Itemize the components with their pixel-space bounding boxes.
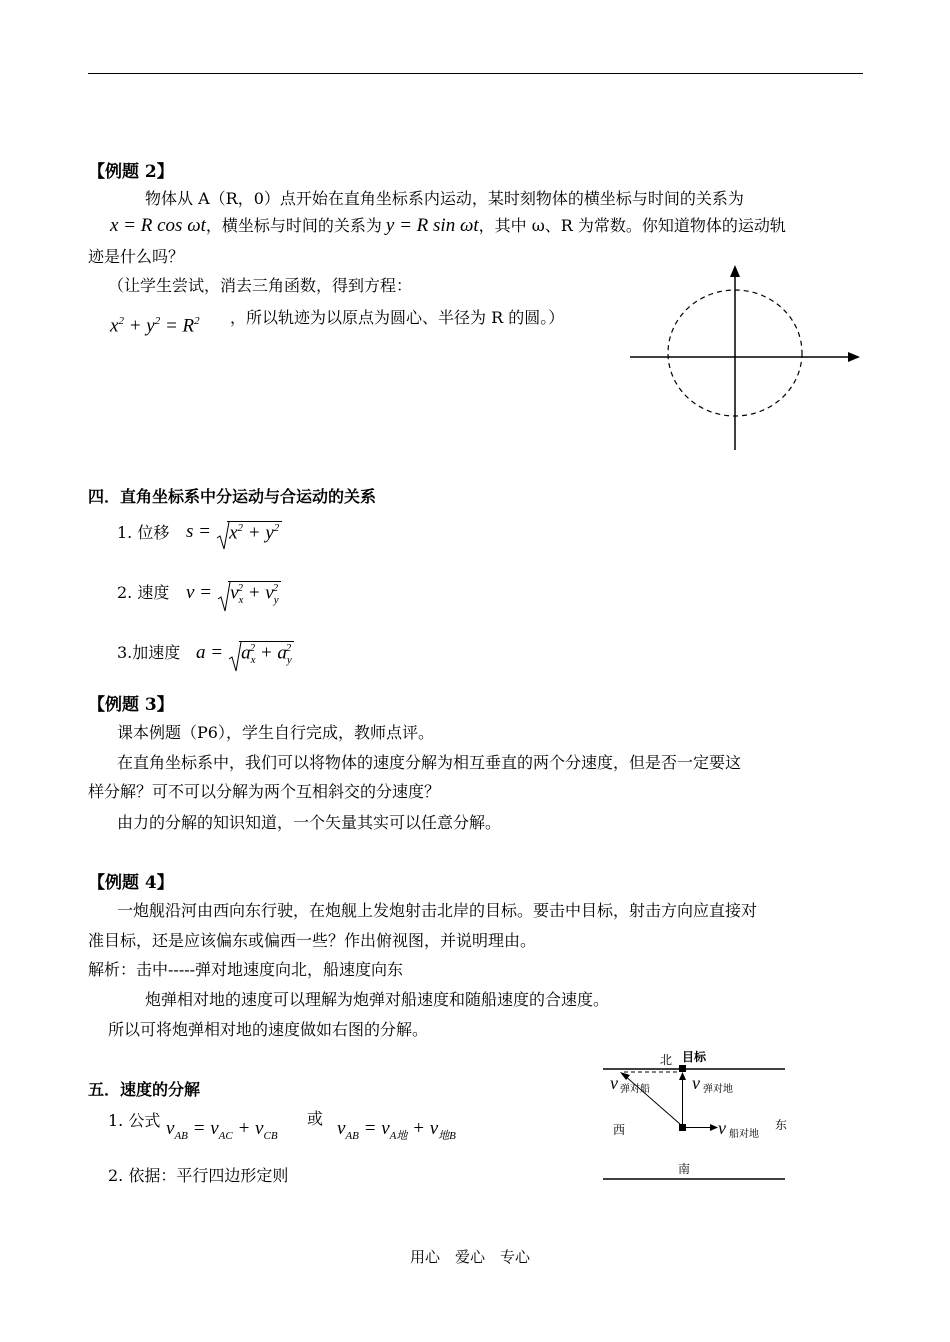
displacement-lhs: s = [186, 521, 211, 543]
radical-icon [216, 521, 230, 551]
example-2-title: 【例题 2】 [88, 162, 174, 182]
section-4-title: 四．直角坐标系中分运动与合运动的关系 [88, 487, 377, 506]
radical-icon [217, 581, 231, 613]
example-3-title: 【例题 3】 [88, 695, 174, 715]
example-3-line-1: 课本例题（P6），学生自行完成，教师点评。 [117, 723, 434, 742]
vector-formula-2: $v_{AB} = v_{A地} + v_{地B}$ [337, 1118, 456, 1142]
header-rule [88, 73, 863, 74]
v-ship-ground-arrowhead-icon [710, 1124, 718, 1131]
v-symbol-ship-ground: v [718, 1118, 726, 1138]
sqrt-displacement: $x^2 + y^2$ [216, 521, 282, 544]
west-label: 西 [613, 1123, 626, 1137]
example-3-line-3: 样分解？可不可以分解为两个互相斜交的分速度？ [88, 782, 441, 801]
v-ship-ground-subscript: 船对地 [729, 1129, 759, 1140]
equation-x: x = R cos ωt [110, 215, 206, 236]
sqrt-velocity: $v_x^2 + v_y^2$ [217, 581, 281, 606]
example-3-line-4: 由力的分解的知识知道，一个矢量其实可以任意分解。 [117, 813, 502, 832]
v-symbol-shell-ground: v [692, 1073, 700, 1093]
east-label: 东 [775, 1118, 788, 1132]
v-shell-ground-subscript: 弹对地 [703, 1084, 733, 1095]
target-marker [679, 1065, 686, 1072]
north-label: 北 [660, 1053, 673, 1067]
south-label: 南 [678, 1162, 691, 1176]
item-velocity-label: 2. 速度 [117, 583, 170, 602]
or-label: 或 [307, 1109, 324, 1128]
target-label: 目标 [682, 1050, 707, 1064]
example-4-line-5: 所以可将炮弹相对地的速度做如右图的分解。 [108, 1020, 429, 1039]
footer: 用心 爱心 专心 [410, 1248, 531, 1266]
v-shell-ground-arrowhead-icon [679, 1072, 686, 1080]
example-4-line-4: 炮弹相对地的速度可以理解为炮弹对船速度和随船速度的合速度。 [145, 990, 610, 1009]
example-2-line-2 [110, 213, 786, 237]
example-2-line-3: 迹是什么吗？ [88, 247, 185, 266]
v-symbol-shell-ship: v [610, 1073, 618, 1093]
example-4-line-3: 解析：击中-----弹对地速度向北，船速度向东 [88, 960, 404, 979]
sqrt-acceleration: $a_x^2 + a_y^2$ [228, 641, 294, 666]
displacement-formula [186, 521, 282, 544]
ship-marker [679, 1124, 686, 1131]
example-3-line-2: 在直角坐标系中，我们可以将物体的速度分解为相互垂直的两个分速度，但是否一定要这 [117, 753, 742, 772]
y-axis-arrow-icon [730, 265, 740, 277]
equation-y: y = R sin ωt [385, 215, 479, 236]
section-5-title: 五．速度的分解 [88, 1080, 201, 1099]
circle-equation: $x^2 + y^2 = R^2$ [110, 315, 200, 337]
example-4-line-2: 准目标，还是应该偏东或偏西一些？作出俯视图，并说明理由。 [88, 931, 537, 950]
vector-formula-1: $v_{AB} = v_{AC} + v_{CB}$ [166, 1118, 278, 1142]
v-shell-ship-subscript: 弹对船 [620, 1084, 650, 1095]
acceleration-formula [196, 641, 294, 666]
velocity-formula [186, 581, 281, 606]
example-4-line-1: 一炮舰沿河由西向东行驶，在炮舰上发炮射击北岸的目标。要击中目标，射击方向应直接对 [117, 901, 758, 920]
example-2-line-1: 物体从 A（R，0）点开始在直角坐标系内运动，某时刻物体的横坐标与时间的关系为 [145, 189, 744, 208]
acceleration-lhs: a = [196, 642, 224, 664]
example-2-line-5: ，所以轨迹为以原点为圆心、半径为 R 的圆。） [230, 308, 565, 327]
example-2-line-4: （让学生尝试，消去三角函数，得到方程： [108, 276, 413, 295]
example-2-line-2-mid: ，横坐标与时间的关系为 [205, 216, 382, 235]
item-displacement-label: 1. 位移 [117, 523, 170, 542]
x-axis-arrow-icon [848, 352, 860, 362]
item-acceleration-label: 3.加速度 [117, 643, 181, 662]
example-2-line-2-end: ，其中 ω、R 为常数。你知道物体的运动轨 [478, 216, 786, 235]
v-shell-ship-arrow [624, 1075, 680, 1124]
basis-line: 2. 依据：平行四边形定则 [108, 1166, 289, 1185]
radical-icon [228, 641, 242, 673]
example-4-title: 【例题 4】 [88, 873, 174, 893]
velocity-lhs: v = [186, 582, 213, 604]
formula-label: 1. 公式 [108, 1111, 161, 1130]
circle-trajectory-diagram [620, 260, 865, 455]
velocity-decomposition-diagram [600, 1045, 790, 1185]
